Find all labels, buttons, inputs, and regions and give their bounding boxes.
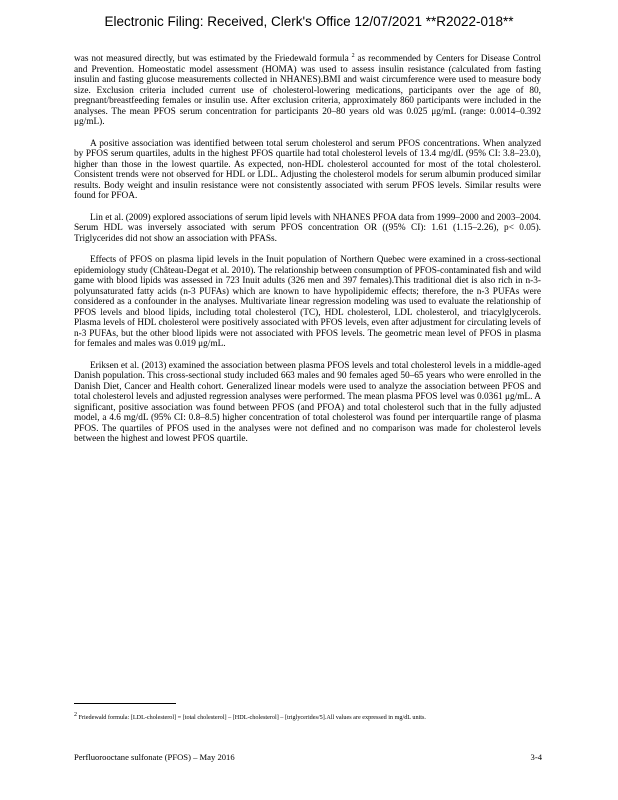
body-text	[74, 54, 541, 456]
footnote-divider	[74, 703, 176, 704]
paragraph-3: Lin et al. (2009) explored associations of serum lipid levels with NHANES PFOA data from 1999–2000 and 2003–2004. Serum HDL was inversely associated with serum PFOS concentration OR ((95% CI): 1.61 (1.15–2.26), p< 0.05). Triglycerides did not show an association with PFASs.	[74, 212, 541, 244]
footnote-ref: 2	[351, 52, 355, 59]
page-number: 3-4	[530, 752, 542, 762]
paragraph-1-text-end: as recommended by Centers for Disease Control and Prevention. Homeostatic model assessment (HOMA) was used to assess insulin resistance (calculated from fasting insulin and fasting glucose measurements collected in NHANES).BMI and waist circumference were used to measure body size. Exclusion criteria included current use of cholesterol-lowering medications, participants over the age of 80, pregnant/breastfeeding females or insulin use. After exclusion criteria, approximately 860 participants were included in the analyses. The mean PFOS serum concentration for participants 20–80 years old was 0.025 μg/mL (range: 0.0014–0.392 μg/mL).	[74, 54, 542, 127]
footer-document-title: Perfluorooctane sulfonate (PFOS) – May 2016	[74, 752, 235, 762]
paragraph-1-text-start: was not measured directly, but was estimated by the Friedewald formula	[74, 54, 352, 64]
paragraph-1	[74, 54, 541, 128]
paragraph-5: Eriksen et al. (2013) examined the association between plasma PFOS levels and total cholesterol levels in a middle-aged Danish population. This cross-sectional study included 663 males and 90 females aged 50–65 years who were enrolled in the Danish Diet, Cancer and Health cohort. Generalized linear models were used to analyze the association between PFOS and total cholesterol levels and adjusted regression analyses were performed. The mean plasma PFOS level was 0.0361 μg/mL. A significant, positive association was found between PFOS (and PFOA) and total cholesterol such that in the fully adjusted model, a 4.6 mg/dL (95% CI: 0.8–8.5) higher concentration of total cholesterol was found per interquartile range of plasma PFOS. The quartiles of PFOS used in the analyses were not defined and no comparison was made for cholesterol levels between the highest and lowest PFOS quartile.	[74, 360, 541, 444]
filing-header: Electronic Filing: Received, Clerk's Office 12/07/2021 **R2022-018**	[104, 14, 514, 29]
footnote-marker: 2	[74, 711, 77, 718]
paragraph-4: Effects of PFOS on plasma lipid levels in the Inuit population of Northern Quebec were examined in a cross-sectional epidemiology study (Château-Degat et al. 2010). The relationship between consumption of PFOS-contaminated fish and wild game with blood lipids was assessed in 723 Inuit adults (326 men and 397 females).This traditional diet is also rich in n-3-polyunsaturated fatty acids (n-3 PUFAs) which are known to have hypolipidemic effects; therefore, the n-3 PUFAs were considered as a confounder in the analyses. Multivariate linear regression modeling was used to evaluate the relationship of PFOS levels and blood lipids, including total cholesterol (TC), HDL cholesterol, LDL cholesterol, and triacylglycerols. Plasma levels of HDL cholesterol were positively associated with PFOS levels, even after adjustment for circulating levels of n-3 PUFAs, but the other blood lipids were not associated with PFOS levels. The geometric mean level of PFOS in plasma for females and males was 0.019 μg/mL.	[74, 255, 541, 349]
paragraph-2: A positive association was identified between total serum cholesterol and serum PFOS concentrations. When analyzed by PFOS serum quartiles, adults in the highest PFOS quartile had total cholesterol levels of 13.4 mg/dL (95% CI: 3.8–23.0), higher than those in the lowest quartile. As expected, non-HDL cholesterol accounted for most of the total cholesterol. Consistent trends were not observed for HDL or LDL. Adjusting the cholesterol models for serum albumin produced similar results. Body weight and insulin resistance were not consistently associated with serum PFOS levels. Similar results were found for PFOA.	[74, 138, 541, 201]
footnote	[74, 713, 541, 722]
footnote-text: Friedewald formula: [LDL-cholesterol] = [total cholesterol] – [HDL-cholesterol] – [triglycerides/5].All values are expressed in mg/dL units.	[77, 714, 426, 721]
